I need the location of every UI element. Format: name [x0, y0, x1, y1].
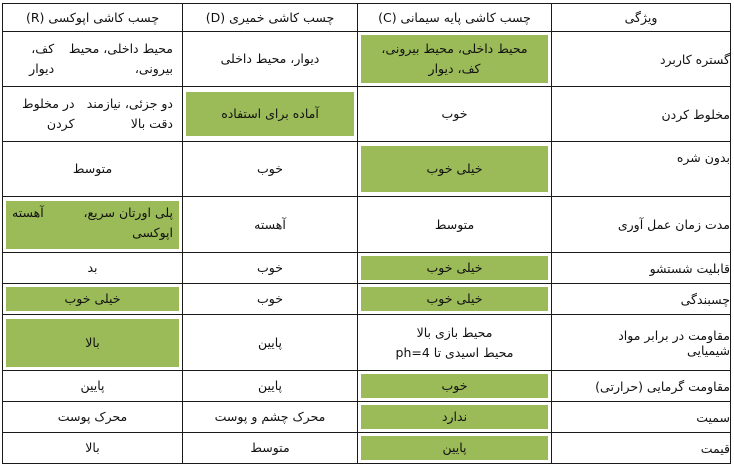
row-feature: مقاومت گرمایی (حرارتی) — [552, 371, 731, 402]
table-row — [3, 142, 731, 197]
cement-cell: خوب — [358, 371, 552, 402]
paste-cell: متوسط — [183, 433, 358, 464]
cement-cell: خیلی خوب — [358, 142, 552, 197]
table-row — [3, 87, 731, 142]
epoxy-cell: بالا — [3, 315, 183, 371]
cement-cell: محیط بازی بالا محیط اسیدی تا ph=4 — [358, 315, 552, 371]
row-feature: چسبندگی — [552, 284, 731, 315]
epoxy-cell: بالا — [3, 433, 183, 464]
paste-cell: خوب — [183, 253, 358, 284]
paste-cell: محرک چشم و پوست — [183, 402, 358, 433]
table-row — [3, 284, 731, 315]
cement-cell: خیلی خوب — [358, 284, 552, 315]
row-feature: قیمت — [552, 433, 731, 464]
epoxy-cell: بد — [3, 253, 183, 284]
table-row — [3, 253, 731, 284]
epoxy-cell: دو جزئی، نیازمند دقت بالا در مخلوط کردن — [3, 87, 183, 142]
row-feature: قابلیت شستشو — [552, 253, 731, 284]
row-feature: بدون شره — [552, 142, 731, 197]
row-feature: سمیت — [552, 402, 731, 433]
cement-cell: خوب — [358, 87, 552, 142]
cement-cell: ندارد — [358, 402, 552, 433]
table-row — [3, 197, 731, 253]
cement-cell: متوسط — [358, 197, 552, 253]
header-epoxy-adhesive: چسب کاشی اپوکسی (R) — [3, 4, 183, 32]
header-cement-adhesive: چسب کاشی پایه سیمانی (C) — [358, 4, 552, 32]
row-feature: مقاومت در برابر مواد شیمیایی — [552, 315, 731, 371]
cement-cell: خیلی خوب — [358, 253, 552, 284]
paste-cell: آماده برای استفاده — [183, 87, 358, 142]
table-row — [3, 315, 731, 371]
paste-cell: دیوار، محیط داخلی — [183, 32, 358, 87]
paste-cell: آهسته — [183, 197, 358, 253]
table-row — [3, 371, 731, 402]
paste-cell: خوب — [183, 284, 358, 315]
table-row — [3, 32, 731, 87]
paste-cell: پایین — [183, 315, 358, 371]
cement-cell: محیط داخلی، محیط بیرونی، کف، دیوار — [358, 32, 552, 87]
paste-cell: پایین — [183, 371, 358, 402]
table-row — [3, 433, 731, 464]
row-feature: مخلوط کردن — [552, 87, 731, 142]
epoxy-cell: پایین — [3, 371, 183, 402]
cement-cell: پایین — [358, 433, 552, 464]
row-feature: مدت زمان عمل آوری — [552, 197, 731, 253]
comparison-table — [2, 3, 731, 464]
table-row — [3, 402, 731, 433]
epoxy-cell: محیط داخلی، محیط بیرونی، کف، دیوار — [3, 32, 183, 87]
epoxy-cell: خیلی خوب — [3, 284, 183, 315]
header-paste-adhesive: چسب کاشی خمیری (D) — [183, 4, 358, 32]
epoxy-cell: پلی اورتان سریع، اپوکسی آهسته — [3, 197, 183, 253]
row-feature: گستره کاربرد — [552, 32, 731, 87]
paste-cell: خوب — [183, 142, 358, 197]
epoxy-cell: محرک پوست — [3, 402, 183, 433]
header-feature: ویژگی — [552, 4, 731, 32]
header-row — [3, 4, 731, 32]
epoxy-cell: متوسط — [3, 142, 183, 197]
